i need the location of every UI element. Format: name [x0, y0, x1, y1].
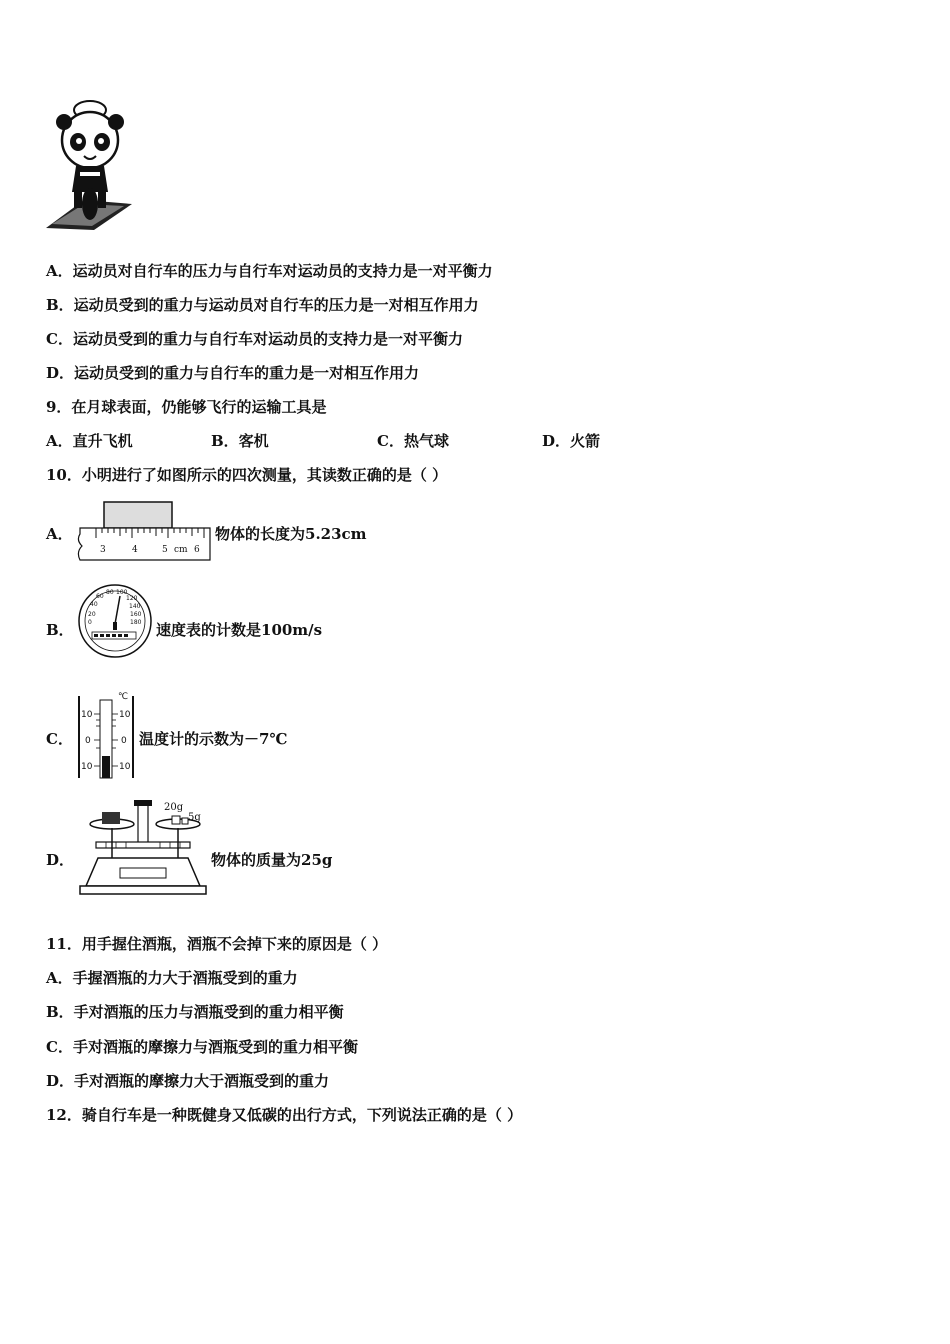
ruler-tick-6: 6 — [194, 545, 200, 555]
q9-option-b: B．客机 — [211, 432, 269, 450]
thermo-right-label-10-top: 10 — [119, 710, 131, 720]
q10-stem: 10．小明进行了如图所示的四次测量，其读数正确的是（ ） — [46, 466, 448, 484]
balance-figure — [76, 798, 210, 898]
q9-option-a: A．直升飞机 — [46, 432, 133, 450]
thermo-left-label-10-top: 10 — [81, 710, 93, 720]
speedo-label-40: 40 — [90, 601, 98, 608]
q10-option-a-label: A． — [46, 525, 73, 543]
ruler-tick-5: 5 — [162, 545, 168, 555]
ruler-tick-3: 3 — [100, 545, 106, 555]
speedometer-figure — [76, 582, 154, 660]
q12-stem: 12．骑自行车是一种既健身又低碳的出行方式，下列说法正确的是（ ） — [46, 1106, 523, 1124]
q11-option-a: A．手握酒瓶的力大于酒瓶受到的重力 — [46, 969, 298, 987]
speedo-label-180: 180 — [130, 619, 142, 626]
speedo-label-20: 20 — [88, 611, 96, 618]
q10-option-a-text: 物体的长度为5.23cm — [215, 525, 367, 543]
q10-option-c-label: C． — [46, 730, 73, 748]
q11-option-c: C．手对酒瓶的摩擦力与酒瓶受到的重力相平衡 — [46, 1038, 358, 1056]
speedo-label-120: 120 — [126, 595, 138, 602]
weight-label-20g: 20g — [164, 802, 184, 813]
q11-option-d: D．手对酒瓶的摩擦力大于酒瓶受到的重力 — [46, 1072, 330, 1090]
q11-stem: 11．用手握住酒瓶，酒瓶不会掉下来的原因是（ ） — [46, 935, 388, 953]
q9-option-c: C．热气球 — [377, 432, 449, 450]
q10-option-b-text: 速度表的计数是100m/s — [156, 621, 323, 639]
q10-option-c-text: 温度计的示数为－7℃ — [139, 730, 288, 748]
cyclist-illustration — [44, 100, 136, 232]
q8-option-d: D．运动员受到的重力与自行车的重力是一对相互作用力 — [46, 364, 420, 382]
ruler-unit: cm — [174, 545, 188, 555]
q8-option-b: B．运动员受到的重力与运动员对自行车的压力是一对相互作用力 — [46, 296, 479, 314]
speedo-label-80: 80 — [106, 589, 114, 596]
q10-option-d-text: 物体的质量为25g — [211, 851, 333, 869]
q8-option-a: A．运动员对自行车的压力与自行车对运动员的支持力是一对平衡力 — [46, 262, 493, 280]
thermo-right-label-10-bottom: 10 — [119, 762, 131, 772]
thermo-left-label-10-bottom: 10 — [81, 762, 93, 772]
q10-option-b-label: B． — [46, 621, 74, 639]
thermo-left-label-0: 0 — [85, 736, 91, 746]
q11-option-b: B．手对酒瓶的压力与酒瓶受到的重力相平衡 — [46, 1003, 344, 1021]
speedo-label-140: 140 — [129, 603, 141, 610]
ruler-figure — [76, 500, 214, 564]
speedo-label-100: 100 — [116, 589, 128, 596]
ruler-tick-4: 4 — [132, 545, 138, 555]
q9-option-d: D．火箭 — [542, 432, 601, 450]
speedo-label-0: 0 — [88, 619, 92, 626]
thermo-unit: ℃ — [118, 692, 129, 702]
weight-label-5g: 5g — [188, 812, 201, 823]
thermometer-figure — [76, 690, 138, 780]
q8-option-c: C．运动员受到的重力与自行车对运动员的支持力是一对平衡力 — [46, 330, 463, 348]
q9-stem: 9．在月球表面，仍能够飞行的运输工具是 — [46, 398, 327, 416]
q10-option-d-label: D． — [46, 851, 75, 869]
speedo-label-60: 60 — [96, 593, 104, 600]
speedo-label-160: 160 — [130, 611, 142, 618]
thermo-right-label-0: 0 — [121, 736, 127, 746]
